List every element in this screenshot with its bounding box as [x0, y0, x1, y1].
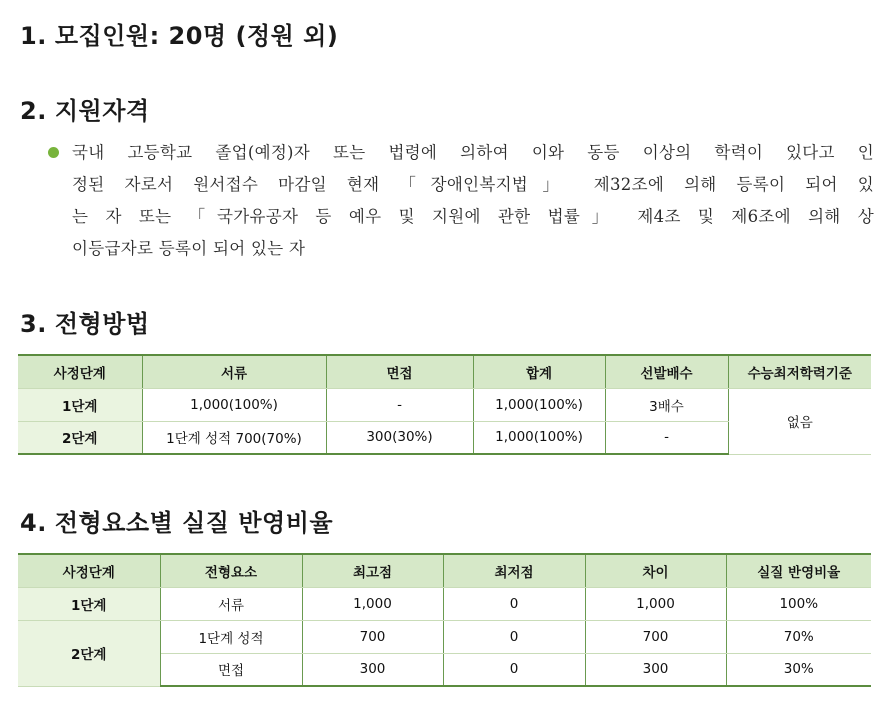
- section-2-heading: [20, 91, 150, 126]
- section-1-heading: [20, 16, 338, 51]
- table-cell: 0: [443, 587, 585, 620]
- table-cell: 300: [585, 653, 726, 686]
- reflection-ratio-table: [18, 553, 871, 687]
- table-cell: 1,000(100%): [142, 388, 326, 421]
- column-header: 전형요소: [160, 554, 302, 587]
- table-cell: 1,000(100%): [473, 388, 605, 421]
- eligibility-text: [72, 137, 874, 265]
- table-cell: 면접: [160, 653, 302, 686]
- table-cell: -: [326, 388, 473, 421]
- section-4-heading: [20, 503, 333, 538]
- column-header: 면접: [326, 355, 473, 388]
- eligibility-line: 는 자 또는 「국가유공자 등 예우 및 지원에 관한 법률」 제4조 및 제6조에 의해 상: [72, 207, 874, 226]
- column-header: 차이: [585, 554, 726, 587]
- table-row: [18, 587, 871, 620]
- table-header-row: [18, 554, 871, 587]
- eligibility-bullet: [48, 137, 874, 265]
- column-header: 선발배수: [605, 355, 728, 388]
- table-cell: 300(30%): [326, 421, 473, 454]
- eligibility-line: 국내 고등학교 졸업(예정)자 또는 법령에 의하여 이와 동등 이상의 학력이 있다고 인: [72, 143, 874, 162]
- table-cell: 30%: [726, 653, 871, 686]
- table-cell: 1,000: [585, 587, 726, 620]
- table-cell: 서류: [160, 587, 302, 620]
- section-number: 4.: [20, 509, 47, 537]
- bullet-icon: [48, 147, 59, 158]
- column-header: 사정단계: [18, 554, 160, 587]
- table-cell: 700: [302, 620, 443, 653]
- section-title: 전형방법: [54, 310, 150, 338]
- section-title: 전형요소별 실질 반영비율: [54, 509, 334, 537]
- table-cell: 0: [443, 653, 585, 686]
- column-header: 합계: [473, 355, 605, 388]
- section-title: 지원자격: [54, 97, 150, 125]
- table-cell: 1,000: [302, 587, 443, 620]
- column-header: 최저점: [443, 554, 585, 587]
- section-number: 3.: [20, 310, 47, 338]
- section-title: 모집인원: 20명 (정원 외): [54, 22, 339, 50]
- table-cell: 70%: [726, 620, 871, 653]
- stage-cell: 2단계: [18, 620, 160, 686]
- table-cell: 3배수: [605, 388, 728, 421]
- section-number: 1.: [20, 22, 47, 50]
- column-header: 최고점: [302, 554, 443, 587]
- column-header: 수능최저학력기준: [728, 355, 871, 388]
- table-header-row: [18, 355, 871, 388]
- stage-cell: 2단계: [18, 421, 142, 454]
- table-cell: 1단계 성적: [160, 620, 302, 653]
- table-row: [18, 620, 871, 653]
- column-header: 실질 반영비율: [726, 554, 871, 587]
- stage-cell: 1단계: [18, 388, 142, 421]
- section-number: 2.: [20, 97, 47, 125]
- eligibility-line: 정된 자로서 원서접수 마감일 현재 「장애인복지법」 제32조에 의해 등록이 되어 있: [72, 175, 874, 194]
- table-cell: 1단계 성적 700(70%): [142, 421, 326, 454]
- table-row: [18, 388, 871, 421]
- column-header: 서류: [142, 355, 326, 388]
- eligibility-line: 이등급자로 등록이 되어 있는 자: [72, 239, 306, 258]
- table-cell: 1,000(100%): [473, 421, 605, 454]
- column-header: 사정단계: [18, 355, 142, 388]
- csat-min-cell: 없음: [728, 388, 871, 454]
- stage-cell: 1단계: [18, 587, 160, 620]
- table-cell: -: [605, 421, 728, 454]
- table-cell: 100%: [726, 587, 871, 620]
- section-3-heading: [20, 304, 150, 339]
- selection-method-table: [18, 354, 871, 455]
- table-cell: 300: [302, 653, 443, 686]
- table-cell: 700: [585, 620, 726, 653]
- table-cell: 0: [443, 620, 585, 653]
